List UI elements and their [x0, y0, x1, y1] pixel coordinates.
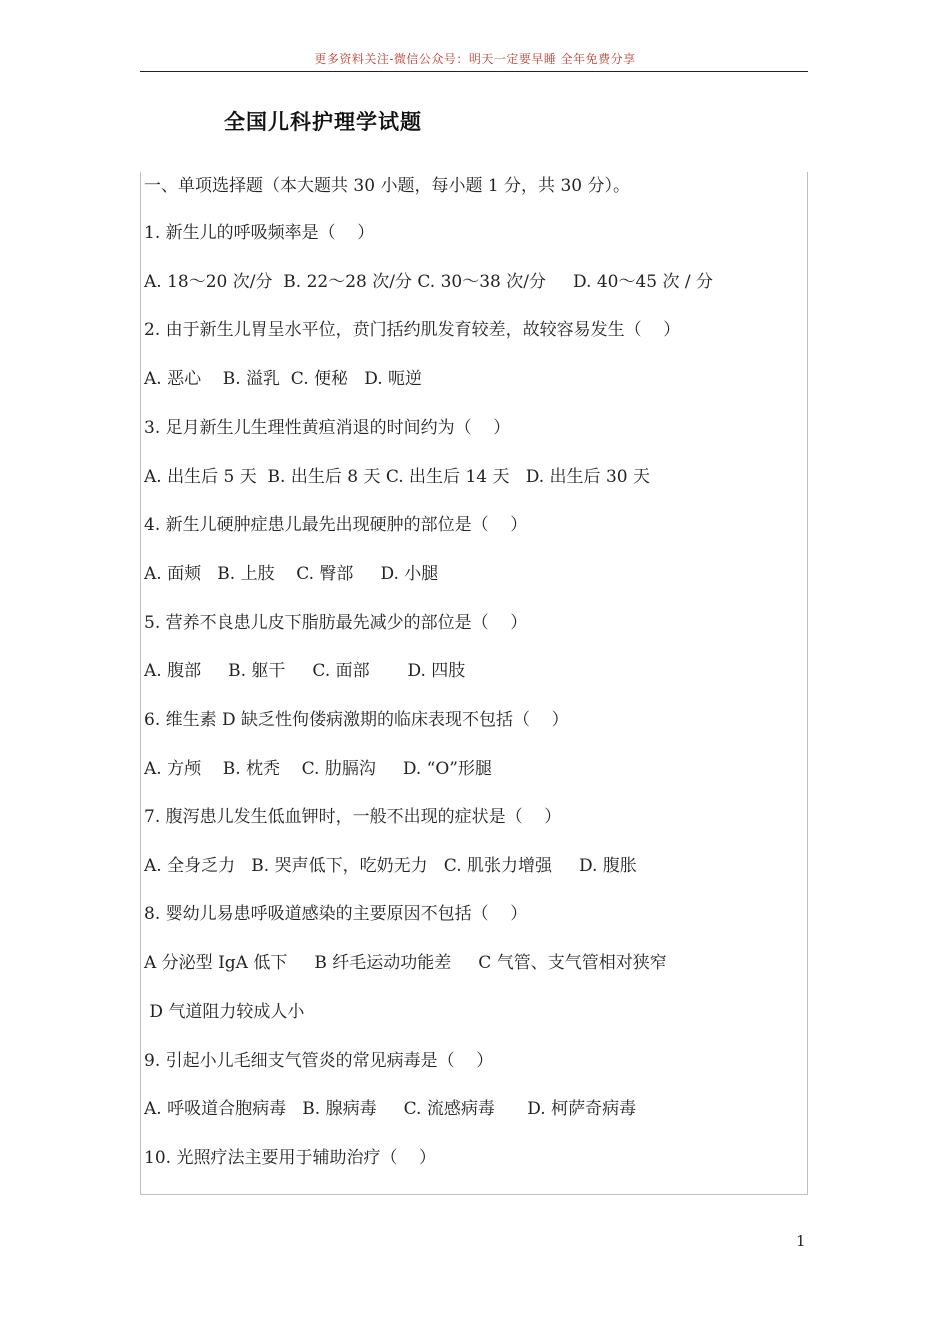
- option-line: A. 18～20 次/分 B. 22～28 次/分 C. 30～38 次/分 D. 40～45 次 / 分: [144, 272, 714, 292]
- option-line: A. 出生后 5 天 B. 出生后 8 天 C. 出生后 14 天 D. 出生后 30 天: [144, 467, 650, 487]
- question-line: 4. 新生儿硬肿症患儿最先出现硬肿的部位是（ ）: [144, 515, 528, 535]
- question-line: 3. 足月新生儿生理性黄疸消退的时间约为（ ）: [144, 418, 511, 438]
- option-line: A. 方颅 B. 枕秃 C. 肋膈沟 D. “O”形腿: [144, 759, 492, 779]
- question-line: 5. 营养不良患儿皮下脂肪最先减少的部位是（ ）: [144, 613, 528, 633]
- option-line: A. 腹部 B. 躯干 C. 面部 D. 四肢: [144, 661, 466, 681]
- option-line: D 气道阻力较成人小: [144, 1002, 305, 1022]
- page-number: 1: [796, 1232, 806, 1250]
- document-title: 全国儿科护理学试题: [224, 109, 422, 134]
- question-line: 2. 由于新生儿胃呈水平位，贲门括约肌发育较差，故较容易发生（ ）: [144, 320, 681, 340]
- question-line: 6. 维生素 D 缺乏性佝偻病激期的临床表现不包括（ ）: [144, 710, 569, 730]
- option-line: A. 全身乏力 B. 哭声低下，吃奶无力 C. 肌张力增强 D. 腹胀: [144, 856, 637, 876]
- header-divider: [140, 71, 808, 72]
- question-line: 10. 光照疗法主要用于辅助治疗（ ）: [144, 1148, 437, 1168]
- option-line: A. 面颊 B. 上肢 C. 臀部 D. 小腿: [144, 564, 439, 584]
- question-line: 7. 腹泻患儿发生低血钾时，一般不出现的症状是（ ）: [144, 807, 562, 827]
- option-line: A. 恶心 B. 溢乳 C. 便秘 D. 呃逆: [144, 369, 423, 389]
- section-heading: 一、单项选择题（本大题共 30 小题，每小题 1 分，共 30 分）。: [144, 176, 631, 196]
- question-line: 9. 引起小儿毛细支气管炎的常见病毒是（ ）: [144, 1051, 494, 1071]
- option-line: A 分泌型 IgA 低下 B 纤毛运动功能差 C 气管、支气管相对狭窄: [144, 953, 667, 973]
- question-line: 8. 婴幼儿易患呼吸道感染的主要原因不包括（ ）: [144, 904, 528, 924]
- question-line: 1. 新生儿的呼吸频率是（ ）: [144, 223, 375, 243]
- option-line: A. 呼吸道合胞病毒 B. 腺病毒 C. 流感病毒 D. 柯萨奇病毒: [144, 1099, 637, 1119]
- header-note: 更多资料关注-微信公众号：明天一定要早睡 全年免费分享: [314, 52, 636, 66]
